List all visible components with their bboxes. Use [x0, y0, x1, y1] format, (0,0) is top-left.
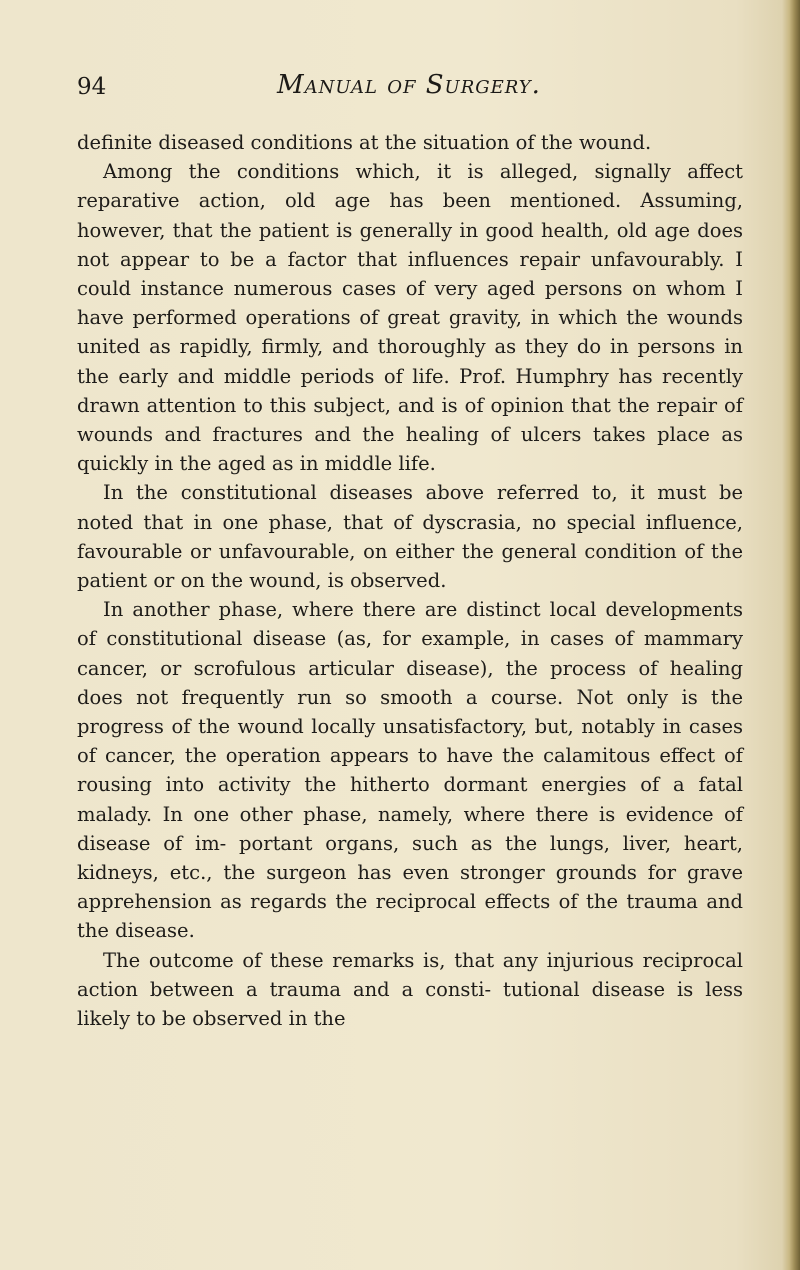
page-edge — [782, 0, 800, 1270]
body-text — [77, 128, 743, 1033]
paragraph: In another phase, where there are distinct local developments of constitutional disease (as, for example, in cases of mammary cancer, or scrofulous articular disease), the process of healing does not frequently run so smooth a course. Not only is the progress of the wound locally unsatisfactory, but, notably in cases of cancer, the operation appears to have the calamitous effect of rousing into activity the hitherto dormant energies of a fatal malady. In one other phase, namely, where there is evidence of disease of im- portant organs, such as the lungs, liver, heart, kidneys, etc., the surgeon has even stronger grounds for grave apprehension as regards the reciprocal effects of the trauma and the disease. — [77, 598, 743, 943]
page-header — [77, 70, 747, 106]
paragraph: In the constitutional diseases above referred to, it must be noted that in one phase, that of dyscrasia, no special influence, favourable or unfavourable, on either the general condition of the patient or on the wound, is observed. — [77, 481, 743, 593]
page-number: 94 — [77, 74, 107, 100]
paragraph: The outcome of these remarks is, that any injurious reciprocal action between a trauma and a consti- tutional disease is less likely to be observed in the — [77, 948, 743, 1031]
paragraph: Among the conditions which, it is alleged, signally affect reparative action, old age has been mentioned. Assuming, however, that the patient is generally in good health, old age does not appear to be a factor that influences repair unfavourably. I could instance numerous cases of very aged persons on whom I have performed operations of great gravity, in which the wounds united as rapidly, firmly, and thoroughly as they do in persons in the early and middle periods of life. Prof. Humphry has recently drawn attention to this subject, and is of opinion that the repair of wounds and fractures and the healing of ulcers takes place as quickly in the aged as in middle life. — [77, 160, 743, 476]
paragraph: definite diseased conditions at the situation of the wound. — [77, 131, 652, 154]
running-title: Manual of Surgery. — [277, 70, 541, 100]
